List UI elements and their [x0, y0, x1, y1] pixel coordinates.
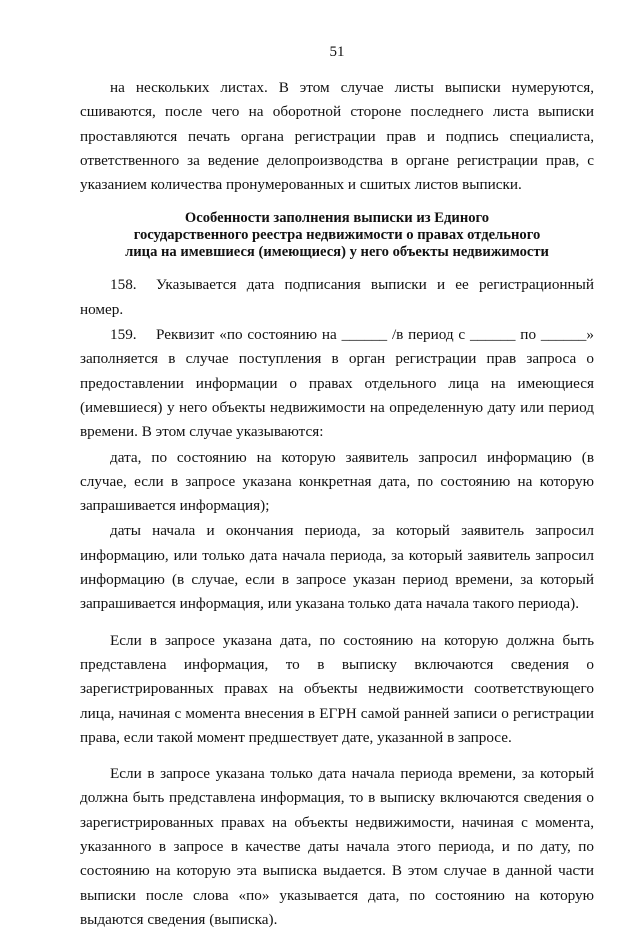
item-159-number: 159.: [110, 326, 137, 344]
item-158-text: Указывается дата подписания выписки и ее регистрационный номер.: [80, 276, 594, 318]
section-heading-line-1: Особенности заполнения выписки из Единого: [184, 210, 490, 227]
item-159-text: Реквизит «по состоянию на ______ /в период с ______ по ______» заполняется в случае поступления в орган регистрации прав запроса о предоставлении информации о правах отдельного лица на имеющиеся (имевшиеся) у него объекты недвижимости на определенную дату или период времени. В этом случае указываются:: [80, 326, 594, 441]
paragraph-if-start: Если в запросе указана только дата начала периода времени, за который должна быть представлена информация, то в выписку включаются сведения о зарегистрированных правах на объекты недвижимости, начиная с момента, указанного в запросе в качестве даты начала этого периода, и по дату, по состоянию на которую эта выписка выдается. В этом случае в данной части выписки после слова «по» указывается дата, по состоянию на которую выдаются сведения (выписка).: [80, 765, 594, 928]
page-number: 51: [329, 44, 345, 60]
paragraph-if-date: Если в запросе указана дата, по состоянию на которую должна быть представлена информация, то в выписку включаются сведения о зарегистрированных правах на объекты недвижимости соответствующего лица, начиная с момента внесения в ЕГРН самой ранней записи о регистрации права, если такой момент предшествует дате, указанной в запросе.: [80, 631, 594, 746]
section-heading-line-2: государственного реестра недвижимости о правах отдельного: [133, 227, 541, 244]
paragraph-date: дата, по состоянию на которую заявитель запросил информацию (в случае, если в запросе указана конкретная дата, по состоянию на которую запрашивается информация);: [80, 448, 594, 515]
section-heading: [80, 210, 594, 261]
section-heading-line-3: лица на имевшиеся (имеющиеся) у него объекты недвижимости: [125, 244, 549, 261]
paragraph-period: даты начала и окончания периода, за который заявитель запросил информацию, или только дата начала периода, за который заявитель запросил информацию (в случае, если в запросе указан период времени, за который запрашивается информация, или указана только дата начала такого периода).: [80, 522, 594, 613]
item-158-number: 158.: [110, 276, 137, 294]
item-159: [80, 323, 594, 444]
paragraph-intro: на нескольких листах. В этом случае листы выписки нумеруются, сшиваются, после чего на оборотной стороне последнего листа выписки проставляются печать органа регистрации прав и подпись специалиста, ответственного за ведение делопроизводства в органе регистрации прав, с указанием количества пронумерованных и сшитых листов выписки.: [80, 79, 594, 194]
item-158: [80, 273, 594, 322]
